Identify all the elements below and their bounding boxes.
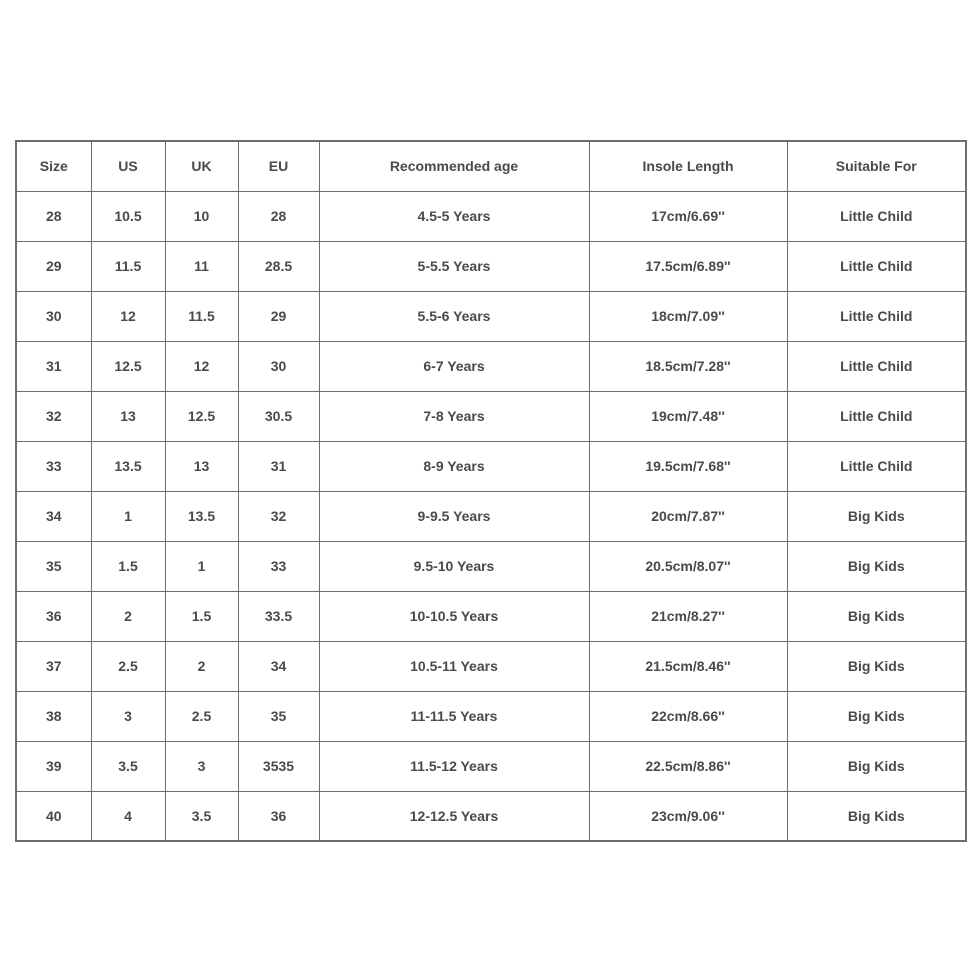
table-row	[16, 741, 966, 791]
column-header-eu: EU	[238, 141, 319, 191]
table-row	[16, 241, 966, 291]
cell-uk: 10	[165, 191, 238, 241]
cell-uk: 2.5	[165, 691, 238, 741]
cell-suitable-for: Big Kids	[787, 791, 966, 841]
table-row	[16, 541, 966, 591]
cell-suitable-for: Big Kids	[787, 591, 966, 641]
cell-insole-length: 19.5cm/7.68''	[589, 441, 787, 491]
cell-uk: 13	[165, 441, 238, 491]
cell-us: 13.5	[91, 441, 165, 491]
cell-eu: 3535	[238, 741, 319, 791]
cell-insole-length: 20.5cm/8.07''	[589, 541, 787, 591]
cell-eu: 33	[238, 541, 319, 591]
cell-suitable-for: Big Kids	[787, 491, 966, 541]
table-row	[16, 191, 966, 241]
cell-insole-length: 18cm/7.09''	[589, 291, 787, 341]
cell-size: 32	[16, 391, 91, 441]
cell-eu: 30.5	[238, 391, 319, 441]
cell-insole-length: 21.5cm/8.46''	[589, 641, 787, 691]
cell-us: 1	[91, 491, 165, 541]
cell-suitable-for: Little Child	[787, 291, 966, 341]
cell-eu: 35	[238, 691, 319, 741]
cell-recommended-age: 5.5-6 Years	[319, 291, 589, 341]
column-header-us: US	[91, 141, 165, 191]
cell-uk: 3.5	[165, 791, 238, 841]
cell-insole-length: 18.5cm/7.28''	[589, 341, 787, 391]
column-header-insole-length: Insole Length	[589, 141, 787, 191]
cell-recommended-age: 12-12.5 Years	[319, 791, 589, 841]
cell-suitable-for: Big Kids	[787, 541, 966, 591]
header-row	[16, 141, 966, 191]
cell-eu: 28	[238, 191, 319, 241]
cell-insole-length: 20cm/7.87''	[589, 491, 787, 541]
cell-uk: 2	[165, 641, 238, 691]
cell-recommended-age: 8-9 Years	[319, 441, 589, 491]
cell-size: 28	[16, 191, 91, 241]
cell-size: 36	[16, 591, 91, 641]
cell-eu: 32	[238, 491, 319, 541]
table-row	[16, 341, 966, 391]
cell-us: 12.5	[91, 341, 165, 391]
cell-eu: 29	[238, 291, 319, 341]
cell-eu: 33.5	[238, 591, 319, 641]
cell-recommended-age: 11-11.5 Years	[319, 691, 589, 741]
cell-us: 10.5	[91, 191, 165, 241]
column-header-size: Size	[16, 141, 91, 191]
cell-size: 29	[16, 241, 91, 291]
cell-suitable-for: Little Child	[787, 441, 966, 491]
cell-us: 11.5	[91, 241, 165, 291]
cell-size: 35	[16, 541, 91, 591]
cell-eu: 28.5	[238, 241, 319, 291]
cell-uk: 12	[165, 341, 238, 391]
cell-size: 39	[16, 741, 91, 791]
cell-size: 33	[16, 441, 91, 491]
table-row	[16, 391, 966, 441]
cell-eu: 30	[238, 341, 319, 391]
table-body	[16, 191, 966, 841]
cell-insole-length: 21cm/8.27''	[589, 591, 787, 641]
cell-suitable-for: Little Child	[787, 191, 966, 241]
cell-us: 2.5	[91, 641, 165, 691]
cell-size: 40	[16, 791, 91, 841]
cell-uk: 3	[165, 741, 238, 791]
cell-insole-length: 17cm/6.69''	[589, 191, 787, 241]
cell-size: 30	[16, 291, 91, 341]
cell-insole-length: 22cm/8.66''	[589, 691, 787, 741]
cell-recommended-age: 11.5-12 Years	[319, 741, 589, 791]
cell-recommended-age: 7-8 Years	[319, 391, 589, 441]
column-header-uk: UK	[165, 141, 238, 191]
cell-insole-length: 17.5cm/6.89''	[589, 241, 787, 291]
cell-insole-length: 22.5cm/8.86''	[589, 741, 787, 791]
cell-suitable-for: Big Kids	[787, 741, 966, 791]
cell-size: 31	[16, 341, 91, 391]
table-row	[16, 591, 966, 641]
table-row	[16, 691, 966, 741]
cell-suitable-for: Big Kids	[787, 691, 966, 741]
cell-eu: 36	[238, 791, 319, 841]
column-header-suitable-for: Suitable For	[787, 141, 966, 191]
cell-recommended-age: 10-10.5 Years	[319, 591, 589, 641]
cell-suitable-for: Little Child	[787, 241, 966, 291]
cell-us: 3.5	[91, 741, 165, 791]
cell-recommended-age: 5-5.5 Years	[319, 241, 589, 291]
cell-recommended-age: 6-7 Years	[319, 341, 589, 391]
table-row	[16, 641, 966, 691]
cell-uk: 11	[165, 241, 238, 291]
table-row	[16, 291, 966, 341]
cell-uk: 1.5	[165, 591, 238, 641]
cell-uk: 1	[165, 541, 238, 591]
cell-suitable-for: Little Child	[787, 391, 966, 441]
cell-insole-length: 19cm/7.48''	[589, 391, 787, 441]
cell-recommended-age: 9-9.5 Years	[319, 491, 589, 541]
cell-recommended-age: 10.5-11 Years	[319, 641, 589, 691]
cell-suitable-for: Big Kids	[787, 641, 966, 691]
cell-recommended-age: 9.5-10 Years	[319, 541, 589, 591]
cell-us: 4	[91, 791, 165, 841]
cell-us: 1.5	[91, 541, 165, 591]
cell-us: 13	[91, 391, 165, 441]
cell-size: 37	[16, 641, 91, 691]
table-row	[16, 791, 966, 841]
cell-eu: 31	[238, 441, 319, 491]
cell-size: 38	[16, 691, 91, 741]
table-row	[16, 441, 966, 491]
cell-us: 2	[91, 591, 165, 641]
size-chart-table	[15, 140, 967, 842]
cell-suitable-for: Little Child	[787, 341, 966, 391]
cell-uk: 11.5	[165, 291, 238, 341]
cell-size: 34	[16, 491, 91, 541]
table-header	[16, 141, 966, 191]
cell-insole-length: 23cm/9.06''	[589, 791, 787, 841]
table-row	[16, 491, 966, 541]
cell-eu: 34	[238, 641, 319, 691]
cell-uk: 12.5	[165, 391, 238, 441]
cell-recommended-age: 4.5-5 Years	[319, 191, 589, 241]
cell-us: 12	[91, 291, 165, 341]
column-header-recommended-age: Recommended age	[319, 141, 589, 191]
cell-us: 3	[91, 691, 165, 741]
cell-uk: 13.5	[165, 491, 238, 541]
